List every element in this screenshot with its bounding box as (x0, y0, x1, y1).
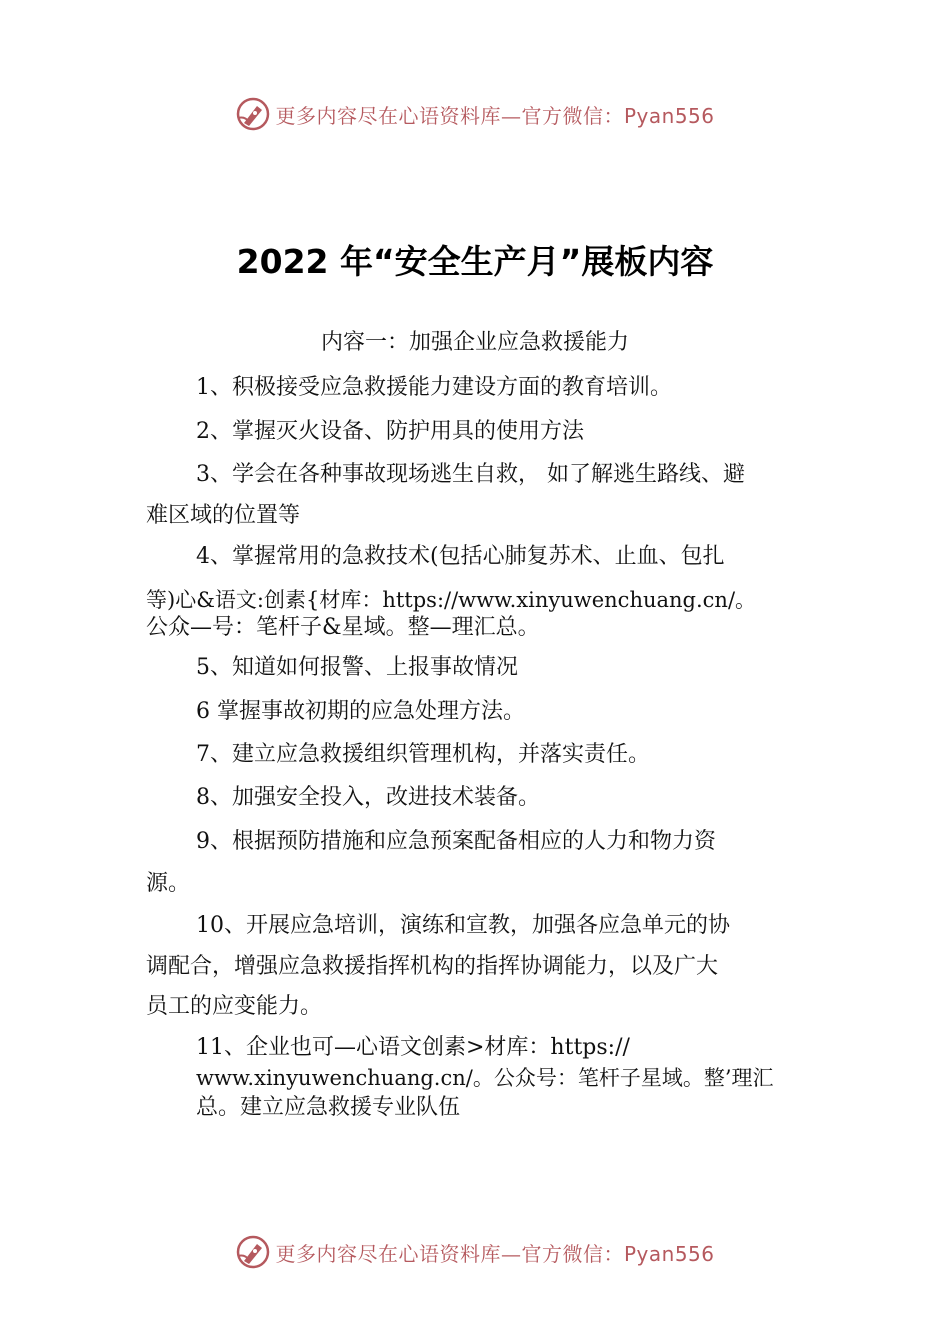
body-line: 5、知道如何报警、上报事故情况 (196, 655, 518, 680)
body-line: 1、积极接受应急救援能力建设方面的教育培训。 (196, 375, 672, 400)
body-line: 3、学会在各种事故现场逃生自救， 如了解逃生路线、避 (196, 462, 745, 487)
body-line: 7、建立应急救援组织管理机构，并落实责任。 (196, 742, 650, 767)
body-line: 6 掌握事故初期的应急处理方法。 (196, 699, 525, 724)
body-line: 10、开展应急培训，演练和宣教，加强各应急单元的协 (196, 913, 730, 938)
header-watermark-banner (0, 94, 950, 134)
body-line: 公众—号：笔杆子&星域。整—理汇总。 (146, 615, 540, 640)
banner-text: 更多内容尽在心语资料库—官方微信：Pyan556 (275, 1241, 715, 1266)
body-line: 2、掌握灭火设备、防护用具的使用方法 (196, 419, 584, 444)
wechat-id: Pyan556 (623, 1241, 715, 1266)
body-line: 总。建立应急救援专业队伍 (196, 1095, 461, 1120)
body-line: 源。 (146, 871, 191, 896)
wechat-id: Pyan556 (623, 103, 715, 128)
body-line: 9、根据预防措施和应急预案配备相应的人力和物力资 (196, 829, 716, 854)
body-line: 难区域的位置等 (146, 503, 301, 528)
body-line: 调配合，增强应急救援指挥机构的指挥协调能力，以及广大 (146, 954, 719, 979)
banner-text: 更多内容尽在心语资料库—官方微信：Pyan556 (275, 103, 715, 128)
body-line: 4、掌握常用的急救技术(包括心肺复苏术、止血、包扎 (196, 544, 725, 569)
pen-nib-logo-icon (235, 96, 271, 132)
footer-watermark-banner (0, 1232, 950, 1272)
section-heading: 内容一：加强企业应急救援能力 (320, 330, 629, 355)
body-line: 等)心&语文:创素{材库：https://www.xinyuwenchuang.cn/。 (146, 588, 757, 612)
pen-nib-logo-icon (235, 1234, 271, 1270)
body-line: 11、企业也可—心语文创素>材库：https:// (196, 1035, 630, 1060)
body-line: www.xinyuwenchuang.cn/。公众号：笔杆子星域。整’理汇 (196, 1066, 774, 1090)
body-line: 8、加强安全投入，改进技术装备。 (196, 785, 540, 810)
body-line: 员工的应变能力。 (146, 994, 323, 1019)
page-title: 2022 年“安全生产月”展板内容 (236, 242, 714, 281)
